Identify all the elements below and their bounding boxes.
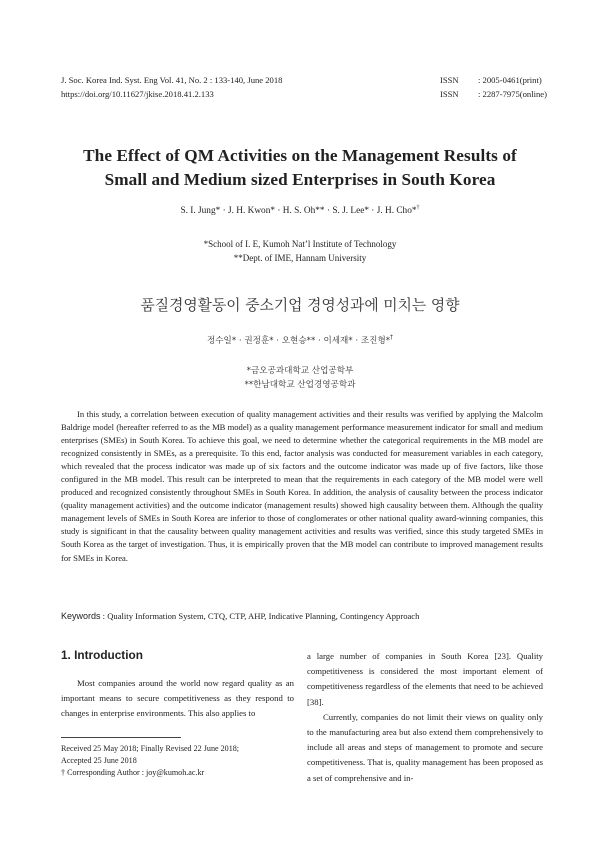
authors-en bbox=[0, 206, 600, 216]
corresponding-author: † Corresponding Author : joy@kumoh.ac.kr bbox=[61, 768, 205, 778]
paper-title-kr: 품질경영활동이 중소기업 경영성과에 미치는 영향 bbox=[140, 297, 460, 314]
corresponding-dagger-kr: † bbox=[390, 334, 394, 342]
paper-title-line2: Small and Medium sized Enterprises in South Korea bbox=[104, 170, 496, 189]
intro-left-paragraph: Most companies around the world now regard quality as an important means to secure competitiveness as they respond to changes in enterprise environments. This also applies to bbox=[61, 678, 294, 719]
paper-title-line1: The Effect of QM Activities on the Management Results of bbox=[83, 146, 517, 165]
affiliation-en-2: **Dept. of IME, Hannam University bbox=[233, 253, 367, 263]
corresponding-dagger: † bbox=[416, 204, 420, 211]
received-date: Received 25 May 2018; Finally Revised 22 June 2018; bbox=[61, 744, 240, 753]
accepted-date: Accepted 25 June 2018 bbox=[61, 756, 137, 766]
issn-print: : 2005-0461(print) bbox=[478, 75, 542, 85]
paper-title-en bbox=[30, 144, 570, 192]
intro-right-paragraph-2: Currently, companies do not limit their views on quality only to the manufacturing area but also extend them comprehensively to include all areas and steps of management to promote and secure competitiveness. That is, quality management has been proposed as a set of comprehensive and in- bbox=[307, 711, 543, 783]
journal-header bbox=[61, 74, 282, 101]
abstract: In this study, a correlation between execution of quality management activities and their results was verified by applying the Malcolm Baldrige model (hereafter referred to as the MB model) as a quality management performance measurement indicator for small and medium enterprises (SMEs) in South Korea. To achieve this goal, we need to determine whether the categorical requirements in the MB model are recognized consistently in SMEs, as a prerequisite. To this end, factor analysis was conducted for measurement variables in each category, which revealed that the process indicator was made up of six factors and the outcome indicator was made up of five factors, like those configured in the MB model. This result can be interpreted to mean that the requirements in each category of the MB model were well produced and recognized consistently throughout SMEs in South Korea. In addition, the analysis of causality between the process indicator (quality management activities) and the outcome indicator (management results) showed high causality between them. Although the quality management levels of SMEs in South Korea are inferior to those of conglomerates or other national quality award-winning companies, this study is significant in that the causality between quality management activities and results was verified, since this study targeted SMEs in South Korea as the target of investigation. Thus, it is empirically proven that the MB model can contribute to improved management results for SMEs in Korea. bbox=[61, 409, 543, 563]
issn-label-online: ISSN bbox=[440, 88, 459, 99]
affiliation-kr-1: *금오공과대학교 산업공학부 bbox=[246, 366, 354, 376]
affiliation-kr-2: **한남대학교 산업경영공학과 bbox=[244, 379, 356, 390]
issn-label: ISSN bbox=[440, 75, 459, 85]
section-title: 1. Introduction bbox=[61, 648, 143, 662]
affiliations-en bbox=[0, 237, 600, 265]
intro-right-column bbox=[307, 649, 543, 786]
footnote-divider bbox=[61, 737, 181, 738]
journal-citation: J. Soc. Korea Ind. Syst. Eng Vol. 41, No. 2 : 133-140, June 2018 bbox=[61, 75, 283, 85]
keywords bbox=[61, 611, 419, 621]
authors-kr bbox=[0, 334, 600, 346]
issn-block bbox=[440, 74, 547, 101]
affiliations-kr bbox=[0, 365, 600, 392]
doi-link[interactable]: https://doi.org/10.11627/jkise.2018.41.2.133 bbox=[61, 88, 214, 99]
issn-online: : 2287-7975(online) bbox=[478, 88, 547, 99]
authors-en-names: S. I. Jung* · J. H. Kwon* · H. S. Oh** · S. J. Lee* · J. H. Cho* bbox=[180, 206, 417, 216]
affiliation-en-1: *School of I. E, Kumoh Nat’l Institute of Technology bbox=[203, 239, 397, 249]
intro-right-paragraph-1: a large number of companies in South Korea [23]. Quality competitiveness is considered the most important element of competitiveness regardless of the elements that need to be achieved [38]. bbox=[307, 651, 543, 707]
authors-kr-names: 정수일* · 권정훈* · 오현승** · 이세재* · 조진형* bbox=[206, 336, 391, 346]
keywords-list: : Quality Information System, CTQ, CTP, AHP, Indicative Planning, Contingency Approach bbox=[102, 611, 420, 621]
footnote bbox=[61, 743, 239, 780]
keywords-label: Keywords bbox=[61, 611, 101, 621]
